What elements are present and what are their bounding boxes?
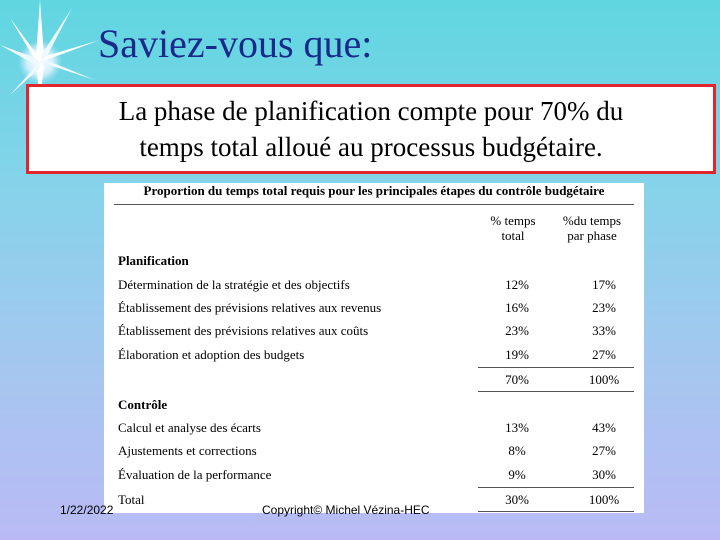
table-row: Évaluation de la performance 9% 30% bbox=[118, 467, 616, 482]
table-row: Établissement des prévisions relatives aux coûts 23% 33% bbox=[118, 323, 616, 338]
table-row: Calcul et analyse des écarts 13% 43% bbox=[118, 420, 616, 435]
slide-title: Saviez-vous que: bbox=[98, 21, 373, 66]
table-row: Établissement des prévisions relatives aux revenus 16% 23% bbox=[118, 300, 616, 315]
subtotal-rule bbox=[478, 367, 634, 368]
subtotal-row: 70% 100% bbox=[505, 372, 620, 387]
callout-box bbox=[26, 84, 716, 174]
total-bottom-rule bbox=[478, 511, 634, 512]
footer-date: 1/22/2022 bbox=[60, 503, 114, 517]
total-row: Total 30% 100% bbox=[118, 492, 620, 507]
callout-line-1: La phase de planification compte pour 70% du bbox=[118, 96, 624, 126]
table-row: Détermination de la stratégie et des objectifs 12% 17% bbox=[118, 277, 616, 292]
table-row: Ajustements et corrections 8% 27% bbox=[118, 443, 616, 458]
col-header-phase: %du temps par phase bbox=[562, 213, 622, 243]
total-rule bbox=[478, 487, 634, 488]
header-rule bbox=[114, 204, 634, 205]
subtotal-bottom-rule bbox=[478, 391, 634, 392]
table-row: Élaboration et adoption des budgets 19% 27% bbox=[118, 347, 616, 362]
callout-line-2: temps total alloué au processus budgétaire. bbox=[139, 132, 603, 162]
footer-copyright: Copyright© Michel Vézina-HEC bbox=[262, 503, 430, 517]
table-caption: Proportion du temps total requis pour les principales étapes du contrôle budgétaire bbox=[143, 183, 605, 198]
col-header-total: % temps total bbox=[490, 213, 536, 243]
section-title-controle: Contrôle bbox=[118, 397, 168, 412]
budget-time-table bbox=[104, 183, 644, 513]
section-title-planification: Planification bbox=[118, 253, 189, 268]
